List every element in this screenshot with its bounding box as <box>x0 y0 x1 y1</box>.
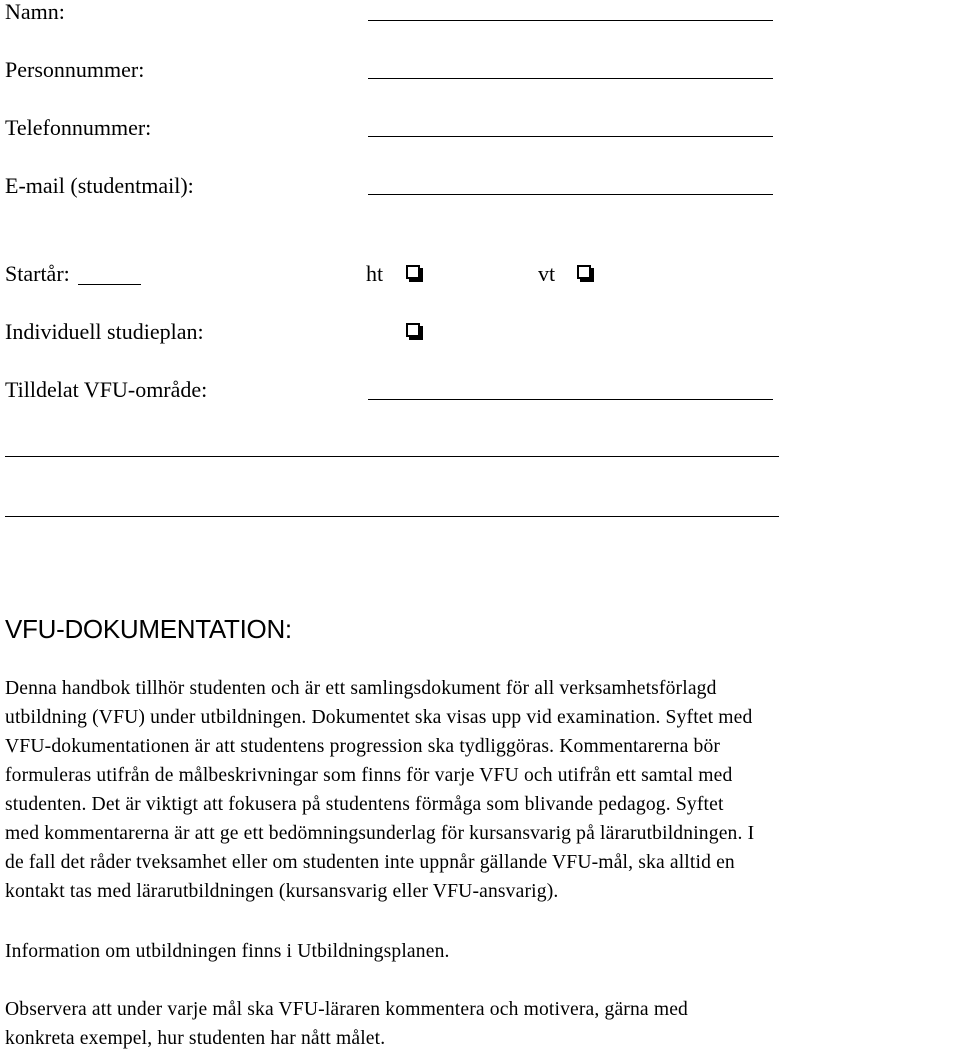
personnummer-field[interactable] <box>368 78 773 79</box>
info-paragraph: Information om utbildningen finns i Utbildningsplanen. <box>5 941 450 962</box>
paragraph-line: formuleras utifrån de målbeskrivningar som finns för varje VFU och utifrån ett samtal med <box>5 765 733 786</box>
vfu-omrade-label: Tilldelat VFU-område: <box>5 377 208 402</box>
studieplan-label: Individuell studieplan: <box>5 319 204 344</box>
extra-line-2[interactable] <box>5 516 779 517</box>
paragraph-line: studenten. Det är viktigt att fokusera på studentens förmåga som blivande pedagog. Syftet <box>5 794 724 815</box>
paragraph-line: Observera att under varje mål ska VFU-läraren kommentera och motivera, gärna med <box>5 999 688 1020</box>
paragraph-line: utbildning (VFU) under utbildningen. Dokumentet ska visas upp vid examination. Syftet med <box>5 707 753 728</box>
startar-field[interactable] <box>78 284 141 285</box>
note-paragraph <box>5 995 960 1053</box>
paragraph-line: konkreta exempel, hur studenten har nått målet. <box>5 1028 386 1049</box>
name-field[interactable] <box>368 20 773 21</box>
vfu-omrade-field[interactable] <box>368 399 773 400</box>
intro-paragraph <box>5 674 960 906</box>
vt-label: vt <box>538 261 556 286</box>
name-label: Namn: <box>5 0 65 24</box>
vt-checkbox[interactable] <box>577 265 591 279</box>
extra-line-1[interactable] <box>5 456 779 457</box>
paragraph-line: Denna handbok tillhör studenten och är ett samlingsdokument för all verksamhetsförlagd <box>5 678 717 699</box>
section-heading: VFU-DOKUMENTATION: <box>5 614 292 644</box>
personnummer-label: Personnummer: <box>5 57 145 82</box>
paragraph-line: de fall det råder tveksamhet eller om studenten inte uppnår gällande VFU-mål, ska alltid en <box>5 852 735 873</box>
email-label: E-mail (studentmail): <box>5 173 194 198</box>
email-field[interactable] <box>368 194 773 195</box>
ht-checkbox[interactable] <box>406 265 420 279</box>
studieplan-checkbox[interactable] <box>406 323 420 337</box>
paragraph-line: kontakt tas med lärarutbildningen (kursansvarig eller VFU-ansvarig). <box>5 881 559 902</box>
ht-label: ht <box>366 261 384 286</box>
telefon-field[interactable] <box>368 136 773 137</box>
paragraph-line: med kommentarerna är att ge ett bedömningsunderlag för kursansvarig på lärarutbildningen. I <box>5 823 755 844</box>
paragraph-line: VFU-dokumentationen är att studentens progression ska tydliggöras. Kommentarerna bör <box>5 736 721 757</box>
telefon-label: Telefonnummer: <box>5 115 152 140</box>
startar-label: Startår: <box>5 261 70 286</box>
